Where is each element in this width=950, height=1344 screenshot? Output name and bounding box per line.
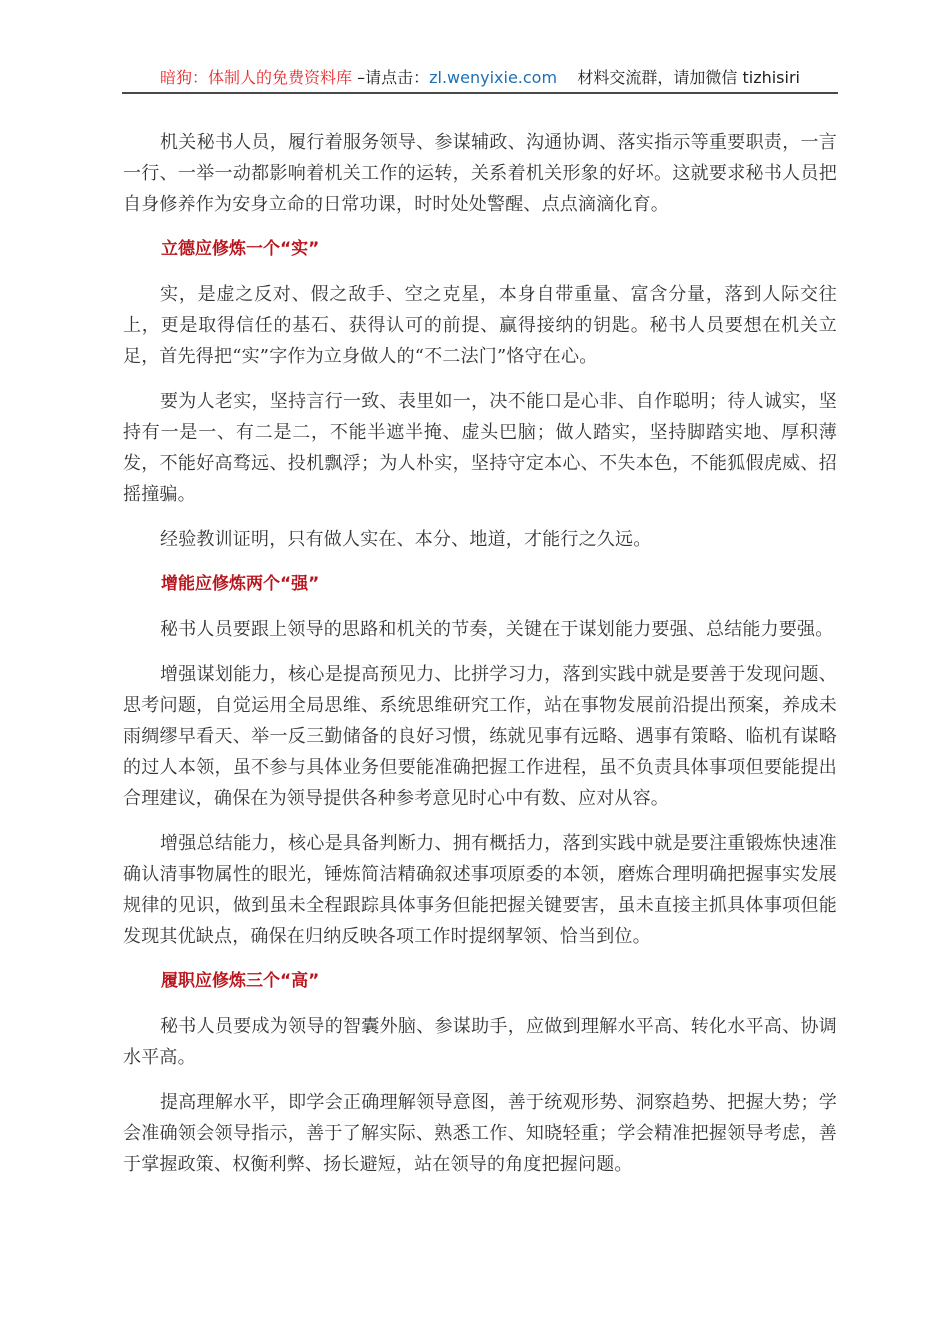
site-link[interactable]: zl.wenyixie.com	[429, 68, 558, 87]
section-heading-3: 履职应修炼三个“高”	[161, 971, 320, 991]
paragraph: 要为人老实，坚持言行一致、表里如一，决不能口是心非、自作聪明；待人诚实，坚持有一是一、有二是二，不能半遮半掩、虚头巴脑；做人踏实，坚持脚踏实地、厚积薄发，不能好高骛远、投机飘浮；为人朴实，坚持守定本心、不失本色，不能狐假虎威、招摇撞骗。	[123, 391, 837, 505]
section-heading-1: 立德应修炼一个“实”	[161, 239, 320, 259]
header-spacer	[557, 68, 577, 87]
site-name: 暗狗：体制人的免费资料库	[160, 68, 353, 87]
paragraph: 提高理解水平，即学会正确理解领导意图，善于统观形势、洞察趋势、把握大势；学会准确领会领导指示，善于了解实际、熟悉工作、知晓轻重；学会精准把握领导考虑，善于掌握政策、权衡利弊、扬长避短，站在领导的角度把握问题。	[123, 1092, 837, 1175]
page-header	[122, 64, 838, 92]
section-heading-2: 增能应修炼两个“强”	[161, 574, 320, 594]
paragraph: 增强谋划能力，核心是提高预见力、比拼学习力，落到实践中就是要善于发现问题、思考问题，自觉运用全局思维、系统思维研究工作，站在事物发展前沿提出预案，养成未雨绸缪早看天、举一反三勤储备的良好习惯，练就见事有远略、遇事有策略、临机有谋略的过人本领，虽不参与具体业务但要能准确把握工作进程，虽不负责具体事项但要能提出合理建议，确保在为领导提供各种参考意见时心中有数、应对从容。	[123, 664, 837, 809]
click-prefix: –请点击：	[352, 68, 430, 87]
paragraph: 实，是虚之反对、假之敌手、空之克星，本身自带重量、富含分量，落到人际交往上，更是取得信任的基石、获得认可的前提、赢得接纳的钥匙。秘书人员要想在机关立足，首先得把“实”字作为立身做人的“不二法门”恪守在心。	[123, 284, 837, 367]
header-divider	[122, 92, 838, 94]
contact-text: 材料交流群，请加微信 tizhisiri	[577, 68, 800, 87]
paragraph: 经验教训证明，只有做人实在、本分、地道，才能行之久远。	[160, 529, 652, 550]
paragraph: 秘书人员要跟上领导的思路和机关的节奏，关键在于谋划能力要强、总结能力要强。	[160, 619, 834, 640]
paragraph: 增强总结能力，核心是具备判断力、拥有概括力，落到实践中就是要注重锻炼快速准确认清事物属性的眼光，锤炼简洁精确叙述事项原委的本领，磨炼合理明确把握事实发展规律的见识，做到虽未全程跟踪具体事务但能把握关键要害，虽未直接主抓具体事项但能发现其优缺点，确保在归纳反映各项工作时提纲挈领、恰当到位。	[123, 833, 837, 947]
intro-paragraph: 机关秘书人员，履行着服务领导、参谋辅政、沟通协调、落实指示等重要职责，一言一行、一举一动都影响着机关工作的运转，关系着机关形象的好坏。这就要求秘书人员把自身修养作为安身立命的日常功课，时时处处警醒、点点滴滴化育。	[123, 132, 837, 215]
paragraph: 秘书人员要成为领导的智囊外脑、参谋助手，应做到理解水平高、转化水平高、协调水平高。	[123, 1016, 837, 1068]
document-body	[123, 127, 837, 1194]
